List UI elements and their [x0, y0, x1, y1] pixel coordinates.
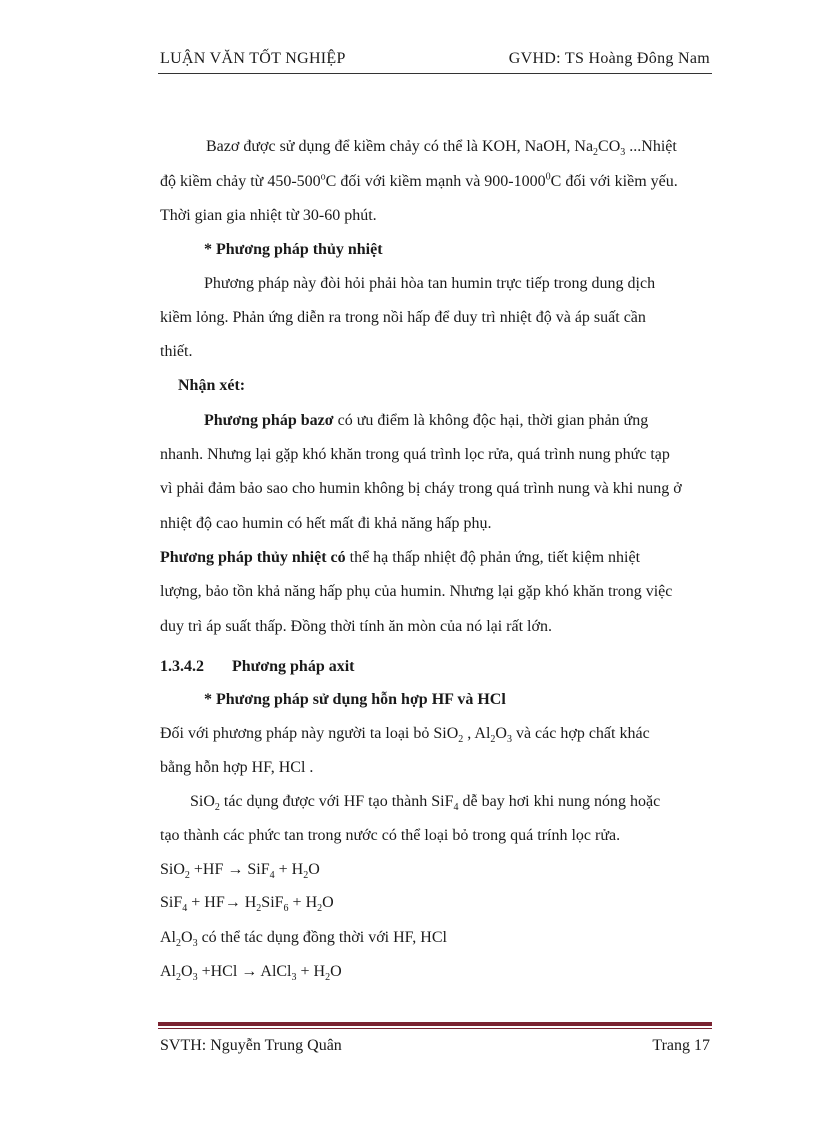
footer-page-number: Trang 17 — [652, 1037, 710, 1054]
para-line: Phương pháp bazơ có ưu điểm là không độc hại, thời gian phản ứng — [204, 412, 649, 429]
footer-rule-thick — [158, 1022, 712, 1026]
section-title: Phương pháp axit — [232, 658, 355, 675]
para-line: bằng hỗn hợp HF, HCl . — [160, 759, 314, 776]
footer-author: SVTH: Nguyễn Trung Quân — [160, 1037, 342, 1054]
para-line: Đối với phương pháp này người ta loại bỏ SiO$_2$ , $Al_2O_3$ và các hợp chất khác — [160, 725, 650, 746]
para-line: Phương pháp này đòi hỏi phải hòa tan humin trực tiếp trong dung dịch — [204, 275, 656, 292]
footer-rule-thin — [158, 1028, 712, 1029]
arrow-icon: → — [224, 894, 241, 911]
subheading-hf-hcl: * Phương pháp sử dụng hỗn hợp HF và HCl — [204, 691, 506, 708]
para-line: Phương pháp thủy nhiệt có thể hạ thấp nhiệt độ phản ứng, tiết kiệm nhiệt — [160, 549, 641, 566]
subheading-hydrothermal: * Phương pháp thủy nhiệt — [204, 241, 383, 258]
para-line: nhiệt độ cao humin có hết mất đi khả năng hấp phụ. — [160, 515, 492, 532]
header-right: GVHD: TS Hoàng Đông Nam — [508, 50, 710, 67]
para-line: thiết. — [160, 343, 193, 360]
equation-3: $Al_2O_3 +HCl$ → AlCl$_3$ + $H_2O$ — [160, 963, 342, 984]
subheading-remarks: Nhận xét: — [178, 377, 246, 394]
para-line: độ kiềm chảy từ 450-500$^o$C đối với kiềm mạnh và 900-1000$^0$C đối với kiềm yếu. — [160, 171, 678, 190]
equation-1: $SiO_2 +HF \to SiF_4 + H_2O$ — [160, 861, 320, 882]
arrow-icon: → — [241, 963, 258, 980]
header-rule — [158, 73, 712, 74]
para-line: Bazơ được sử dụng để kiềm chảy có thể là KOH, NaOH, $Na_2CO_3$ ...Nhiệt — [206, 138, 677, 159]
arrow-icon: → — [227, 861, 244, 878]
para-line: vì phải đảm bảo sao cho humin không bị cháy trong quá trình nung và khi nung ở — [160, 480, 682, 497]
para-line: $Al_2O_3$ có thể tác dụng đồng thời với HF, HCl — [160, 929, 447, 950]
para-line: SiO$_2$ tác dụng được với HF tạo thành SiF$_4$ dễ bay hơi khi nung nóng hoặc — [190, 793, 661, 814]
section-number: 1.3.4.2 — [160, 658, 204, 675]
header-left: LUẬN VĂN TỐT NGHIỆP — [160, 50, 346, 67]
equation-2: $SiF_4 + HF\to H_2SiF_6 + H_2O$ — [160, 894, 334, 915]
para-line: nhanh. Nhưng lại gặp khó khăn trong quá trình lọc rửa, quá trình nung phức tạp — [160, 446, 670, 463]
para-line: lượng, bảo tồn khả năng hấp phụ của humin. Nhưng lại gặp khó khăn trong việc — [160, 583, 673, 600]
para-line: tạo thành các phức tan trong nước có thể loại bỏ trong quá trính lọc rửa. — [160, 827, 621, 844]
para-line: duy trì áp suất thấp. Đồng thời tính ăn mòn của nó lại rất lớn. — [160, 618, 552, 635]
para-line: Thời gian gia nhiệt từ 30-60 phút. — [160, 207, 377, 224]
para-line: kiềm lỏng. Phản ứng diễn ra trong nồi hấp để duy trì nhiệt độ và áp suất cần — [160, 309, 646, 326]
